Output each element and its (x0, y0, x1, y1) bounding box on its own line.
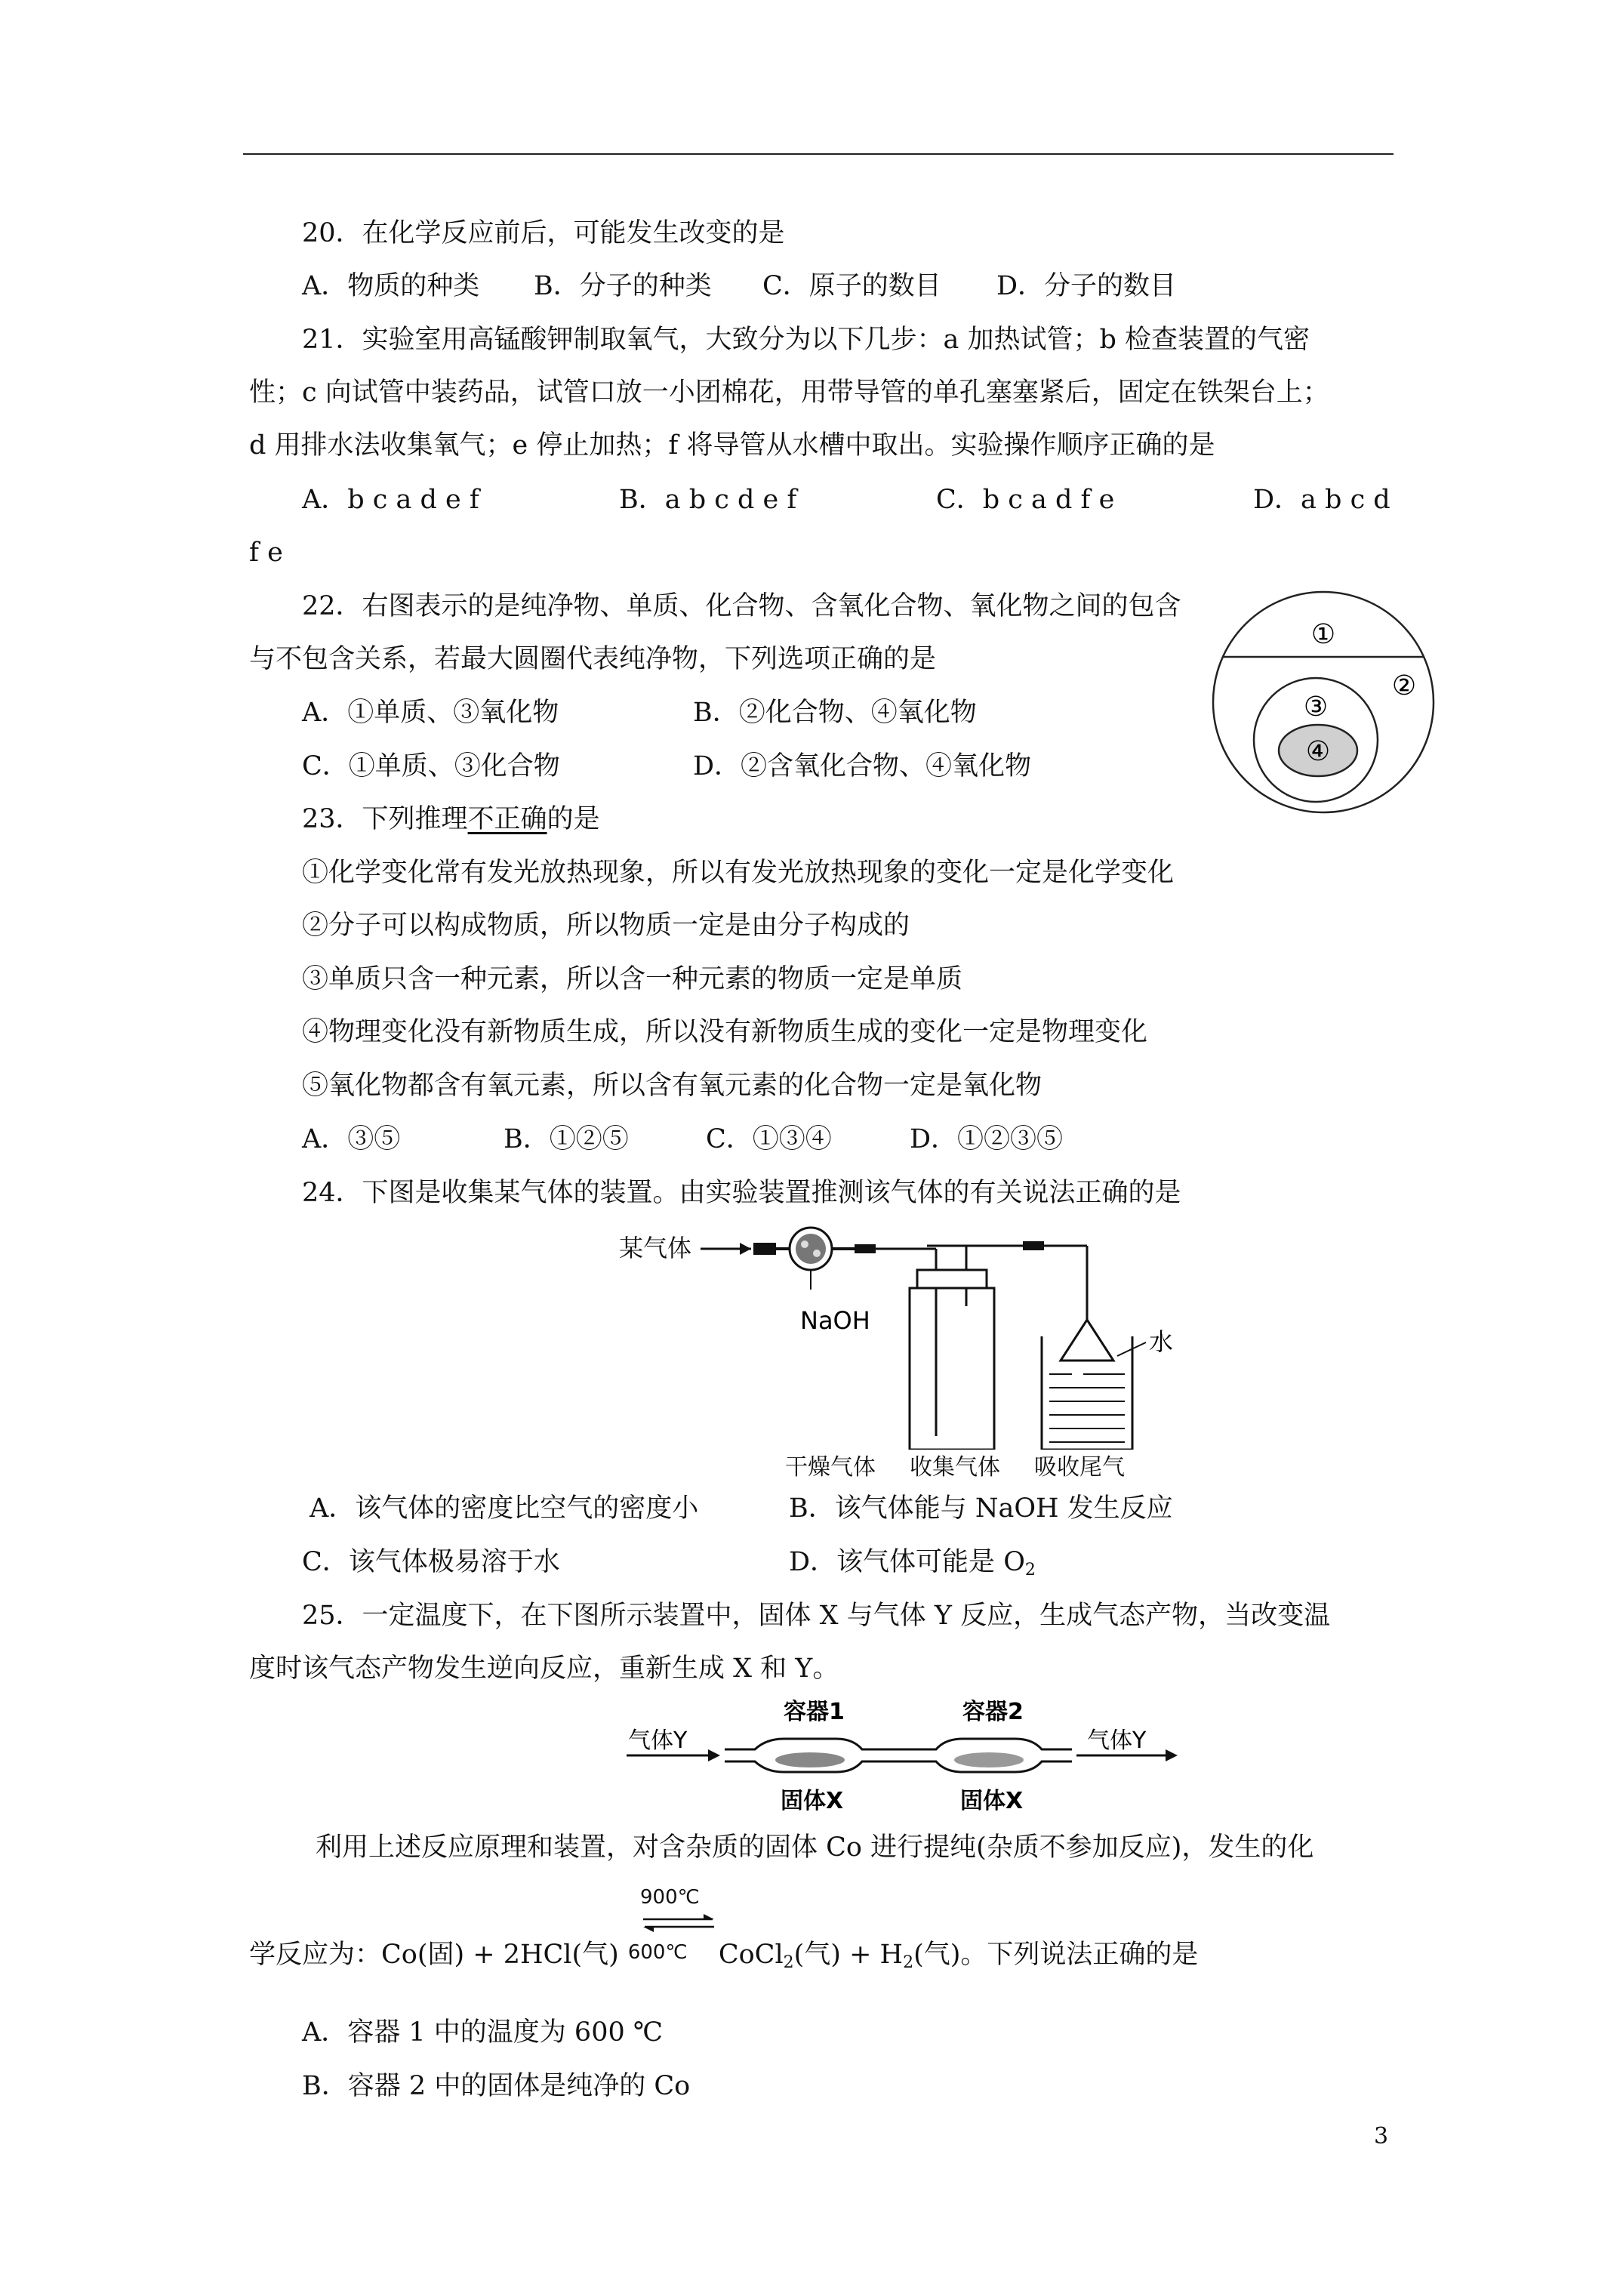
venn-label-1: ① (1310, 619, 1336, 650)
q25-equation-line (249, 1938, 1198, 1980)
eq-product-2: (气) + H (793, 1940, 904, 1970)
q21-stem-line-2: 性；c 向试管中装药品，试管口放一小团棉花，用带导管的单孔塞塞紧后，固定在铁架台上； (249, 378, 1329, 408)
naoh-granule-highlight (813, 1250, 821, 1257)
q23-option-b: B．①②⑤ (504, 1124, 629, 1154)
q25-option-a: A．容器 1 中的温度为 600 ℃ (302, 2017, 664, 2048)
connector-2 (1023, 1241, 1044, 1250)
caption-collect-gas: 收集气体 (910, 1454, 1000, 1481)
q23-stem-prefix: 23．下列推理 (302, 804, 468, 834)
inlet-arrowhead (708, 1749, 720, 1761)
beaker-water (1044, 1367, 1130, 1448)
q20-stem: 20．在化学反应前后，可能发生改变的是 (302, 218, 785, 248)
q23-item-5: ⑤氧化物都含有氧元素，所以含有氧元素的化合物一定是氧化物 (302, 1071, 1042, 1101)
q23-item-4: ④物理变化没有新物质生成，所以没有新物质生成的变化一定是物理变化 (302, 1017, 1148, 1047)
solid-x-label-2: 固体X (960, 1788, 1024, 1814)
q24-option-a: A．该气体的密度比空气的密度小 (310, 1493, 699, 1524)
q22-venn-diagram (1206, 589, 1440, 815)
q20-option-d: D．分子的数目 (996, 271, 1177, 301)
q21-option-c: C．b c a d f e (936, 485, 1115, 515)
solid-x-vessel-1 (775, 1752, 845, 1767)
q24-option-d (789, 1546, 1036, 1587)
inlet-arrowhead (740, 1243, 751, 1255)
q23-option-a: A．③⑤ (302, 1124, 401, 1154)
q20-option-a: A．物质的种类 (302, 271, 480, 301)
vessel-1-label: 容器1 (784, 1699, 845, 1725)
gas-y-in-label: 气体Y (628, 1727, 688, 1754)
water-label: 水 (1149, 1327, 1174, 1356)
caption-absorb-tail-gas: 吸收尾气 (1034, 1454, 1125, 1481)
q24-option-d-text: D．该气体可能是 O (789, 1547, 1025, 1577)
q21-stem-line-1: 21．实验室用高锰酸钾制取氧气，大致分为以下几步：a 加热试管；b 检查装置的气密 (302, 325, 1310, 355)
q20-option-b: B．分子的种类 (534, 271, 712, 301)
eq-suffix: (气)。下列说法正确的是 (913, 1940, 1199, 1970)
connector-1 (855, 1244, 876, 1253)
gas-label: 某气体 (619, 1234, 692, 1262)
q25-stem-line-2: 度时该气态产物发生逆向反应，重新生成 X 和 Y。 (249, 1653, 839, 1684)
q23-item-1: ①化学变化常有发光放热现象，所以有发光放热现象的变化一定是化学变化 (302, 858, 1175, 888)
header-rule (243, 153, 1394, 155)
q22-option-b: B．②化合物、④氧化物 (693, 698, 977, 728)
naoh-label: NaOH (800, 1306, 870, 1335)
q24-option-c: C．该气体极易溶于水 (302, 1547, 560, 1577)
q25-paragraph-line-1: 利用上述反应原理和装置，对含杂质的固体 Co 进行提纯(杂质不参加反应)，发生的化 (316, 1832, 1314, 1863)
q21-option-b: B．a b c d e f (619, 485, 797, 515)
q23-item-2: ②分子可以构成物质，所以物质一定是由分子构成的 (302, 911, 910, 941)
venn-label-2: ② (1391, 670, 1417, 701)
q23-option-d: D．①②③⑤ (910, 1124, 1064, 1154)
q25-option-b: B．容器 2 中的固体是纯净的 Co (302, 2071, 691, 2101)
inlet-stopper (753, 1243, 776, 1255)
reversible-arrow (642, 1914, 716, 1932)
q25-vessel-diagram (619, 1695, 1193, 1816)
bottle-stopper (917, 1270, 987, 1288)
q22-option-d: D．②含氧化合物、④氧化物 (693, 751, 1032, 781)
solid-x-label-1: 固体X (781, 1788, 844, 1814)
outlet-arrowhead (1166, 1749, 1178, 1761)
venn-label-4: ④ (1305, 736, 1331, 767)
eq-subscript-1: 2 (783, 1953, 794, 1972)
solid-x-vessel-2 (954, 1752, 1024, 1767)
q24-stem: 24．下图是收集某气体的装置。由实验装置推测该气体的有关说法正确的是 (302, 1178, 1181, 1208)
q20-option-c: C．原子的数目 (762, 271, 941, 301)
vessel-2-label: 容器2 (962, 1699, 1024, 1725)
q21-option-a: A．b c a d e f (302, 485, 479, 515)
eq-condition-top: 900℃ (640, 1886, 700, 1909)
caption-dry-gas: 干燥气体 (785, 1454, 876, 1481)
inverted-funnel (1061, 1320, 1113, 1361)
naoh-granule-highlight (801, 1240, 808, 1248)
naoh-granules (796, 1234, 826, 1264)
q22-stem-line-2: 与不包含关系，若最大圆圈代表纯净物，下列选项正确的是 (249, 644, 937, 674)
q23-option-c: C．①③④ (706, 1124, 832, 1154)
q25-stem-line-1: 25．一定温度下，在下图所示装置中，固体 X 与气体 Y 反应，生成气态产物，当改变温 (302, 1601, 1331, 1631)
collection-bottle (910, 1288, 994, 1450)
q22-stem-line-1: 22．右图表示的是纯净物、单质、化合物、含氧化合物、氧化物之间的包含 (302, 591, 1181, 621)
q21-stem-line-3: d 用排水法收集氧气；e 停止加热；f 将导管从水槽中取出。实验操作顺序正确的是 (249, 430, 1215, 461)
q23-stem (302, 803, 600, 836)
q23-stem-suffix: 的是 (547, 804, 600, 834)
page-number: 3 (1374, 2123, 1389, 2150)
q23-item-3: ③单质只含一种元素，所以含一种元素的物质一定是单质 (302, 964, 963, 994)
eq-prefix: 学反应为：Co(固) + 2HCl(气) (249, 1940, 619, 1970)
eq-condition-bottom: 600℃ (627, 1941, 688, 1964)
q23-stem-underlined: 不正确 (467, 804, 547, 834)
q21-option-d: D．a b c d (1253, 485, 1390, 515)
gas-y-out-label: 气体Y (1087, 1727, 1147, 1754)
vessel-tubes (725, 1739, 1072, 1772)
q24-option-d-subscript: 2 (1024, 1561, 1036, 1579)
q22-option-c: C．①单质、③化合物 (302, 751, 560, 781)
q22-option-a: A．①单质、③氧化物 (302, 698, 559, 728)
eq-subscript-2: 2 (903, 1953, 914, 1972)
venn-label-3: ③ (1303, 692, 1329, 723)
q24-apparatus-diagram (619, 1223, 1178, 1450)
q24-option-b: B．该气体能与 NaOH 发生反应 (789, 1493, 1173, 1524)
q21-option-d-continued: f e (249, 538, 283, 568)
eq-product-1: CoCl (718, 1940, 784, 1970)
